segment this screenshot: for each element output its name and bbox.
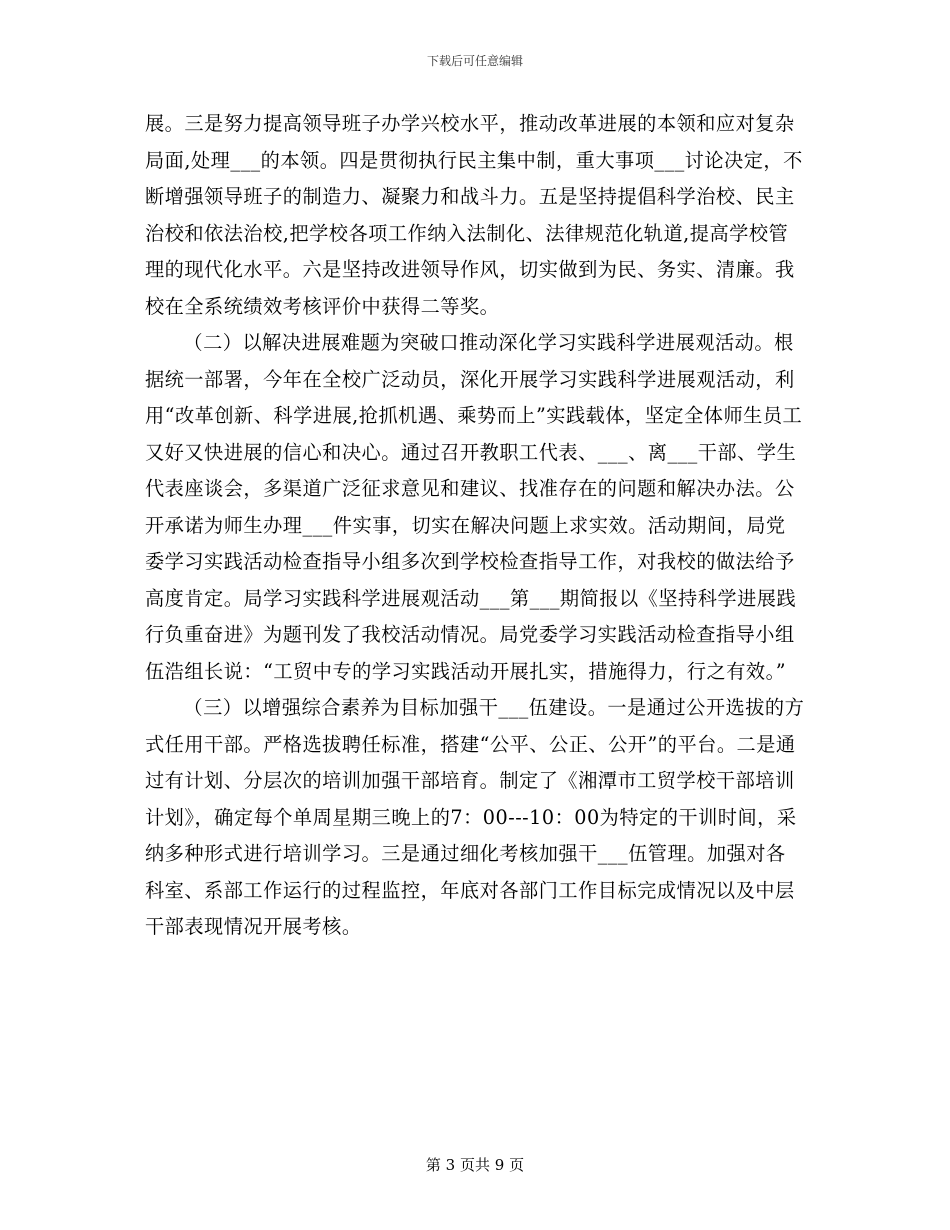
paragraph-section-2: （二）以解决进展难题为突破口推动深化学习实践科学进展观活动。根据统一部署，今年在全校广泛动员，深化开展学习实践科学进展观活动，利用“改革创新、科学进展,抢抓机遇、乘势而上”实践载体，坚定全体师生员工又好又快进展的信心和决心。通过召开教职工代表、___、离___干部、学生代表座谈会，多渠道广泛征求意见和建议、找准存在的问题和解决办法。公开承诺为师生办理___件实事，切实在解决问题上求实效。活动期间，局党委学习实践活动检查指导小组多次到学校检查指导工作，对我校的做法给予高度肯定。局学习实践科学进展观活动___第___期简报以《坚持科学进展践行负重奋进》为题刊发了我校活动情况。局党委学习实践活动检查指导小组伍浩组长说：“工贸中专的学习实践活动开展扎实，措施得力，行之有效。”: [145, 331, 803, 683]
paragraph-continuation: 展。三是努力提高领导班子办学兴校水平，推动改革进展的本领和应对复杂局面,处理___的本领。四是贯彻执行民主集中制，重大事项___讨论决定，不断增强领导班子的制造力、凝聚力和战斗力。五是坚持提倡科学治校、民主治校和依法治校,把学校各项工作纳入法制化、法律规范化轨道,提高学校管理的现代化水平。六是坚持改进领导作风，切实做到为民、务实、清廉。我校在全系统绩效考核评价中获得二等奖。: [145, 112, 803, 318]
paragraph-section-3: （三）以增强综合素养为目标加强干___伍建设。一是通过公开选拔的方式任用干部。严格选拔聘任标准，搭建“公平、公正、公开”的平台。二是通过有计划、分层次的培训加强干部培育。制定了《湘潭市工贸学校干部培训计划》，确定每个单周星期三晚上的7：00---10：00为特定的干训时间，采纳多种形式进行培训学习。三是通过细化考核加强干___伍管理。加强对各科室、系部工作运行的过程监控，年底对各部门工作目标完成情况以及中层干部表现情况开展考核。: [145, 696, 805, 938]
page-footer: 第 3 页共 9 页: [425, 1156, 525, 1174]
document-body: [145, 106, 805, 946]
page-header: 下载后可任意编辑: [426, 54, 523, 68]
